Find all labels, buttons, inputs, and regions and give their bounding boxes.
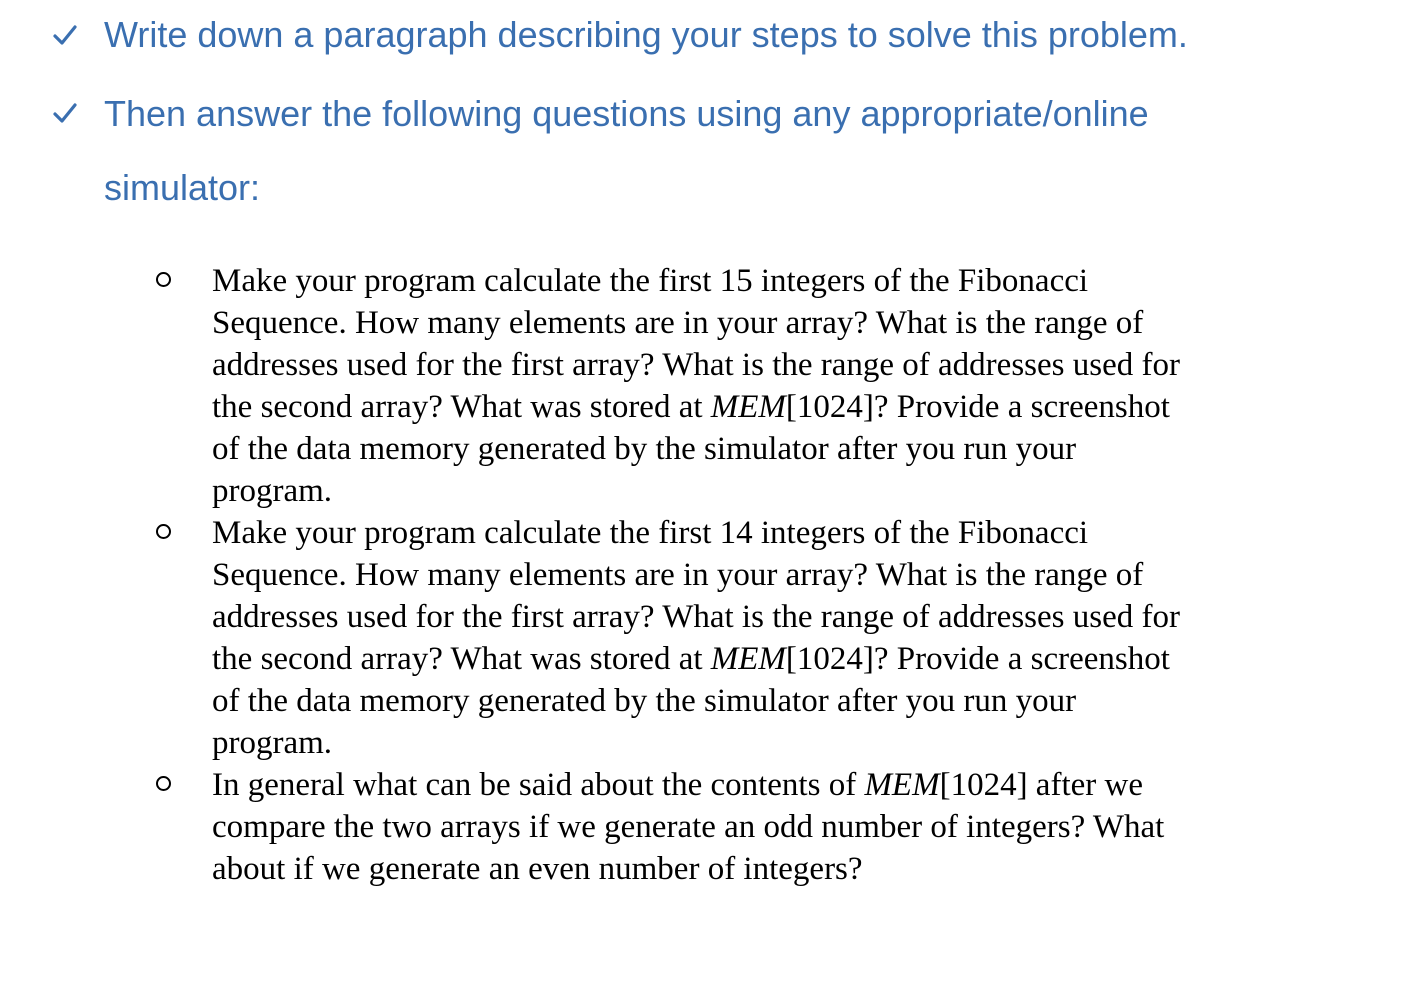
question-line: Make your program calculate the first 14 integers of the Fibonacci [212, 515, 1089, 551]
question-line: addresses used for the first array? What is the range of addresses used for [212, 599, 1180, 635]
checklist-item-text: Write down a paragraph describing your steps to solve this problem. [104, 14, 1188, 55]
checkmark-icon [50, 77, 80, 149]
question-line: addresses used for the first array? What is the range of addresses used for [212, 347, 1180, 383]
circle-bullet-icon [156, 776, 171, 791]
question-line: compare the two arrays if we generate an odd number of integers? What [212, 809, 1165, 845]
question-list [0, 260, 1416, 890]
question-item-2 [212, 512, 1292, 764]
circle-bullet-icon [156, 272, 171, 287]
question-line: the second array? What was stored at MEM[1024]? Provide a screenshot [212, 641, 1170, 677]
question-item-3 [212, 764, 1292, 890]
circle-bullet-icon [156, 524, 171, 539]
question-line: of the data memory generated by the simulator after you run your [212, 683, 1077, 719]
question-line: about if we generate an even number of integers? [212, 851, 863, 887]
checklist-item-text: Then answer the following questions using any appropriate/online simulator: [104, 93, 1149, 208]
question-line: program. [212, 725, 333, 761]
question-line: program. [212, 473, 333, 509]
checkmark-icon [50, 0, 80, 71]
question-line: Make your program calculate the first 15 integers of the Fibonacci [212, 263, 1089, 299]
checklist-item-2 [0, 77, 1416, 227]
question-line: In general what can be said about the contents of MEM[1024] after we [212, 767, 1143, 803]
question-line: of the data memory generated by the simulator after you run your [212, 431, 1077, 467]
question-item-1 [212, 260, 1292, 512]
question-line: Sequence. How many elements are in your array? What is the range of [212, 557, 1144, 593]
question-line: the second array? What was stored at MEM[1024]? Provide a screenshot [212, 389, 1170, 425]
question-line: Sequence. How many elements are in your array? What is the range of [212, 305, 1144, 341]
checklist-item-1 [0, 0, 1416, 71]
